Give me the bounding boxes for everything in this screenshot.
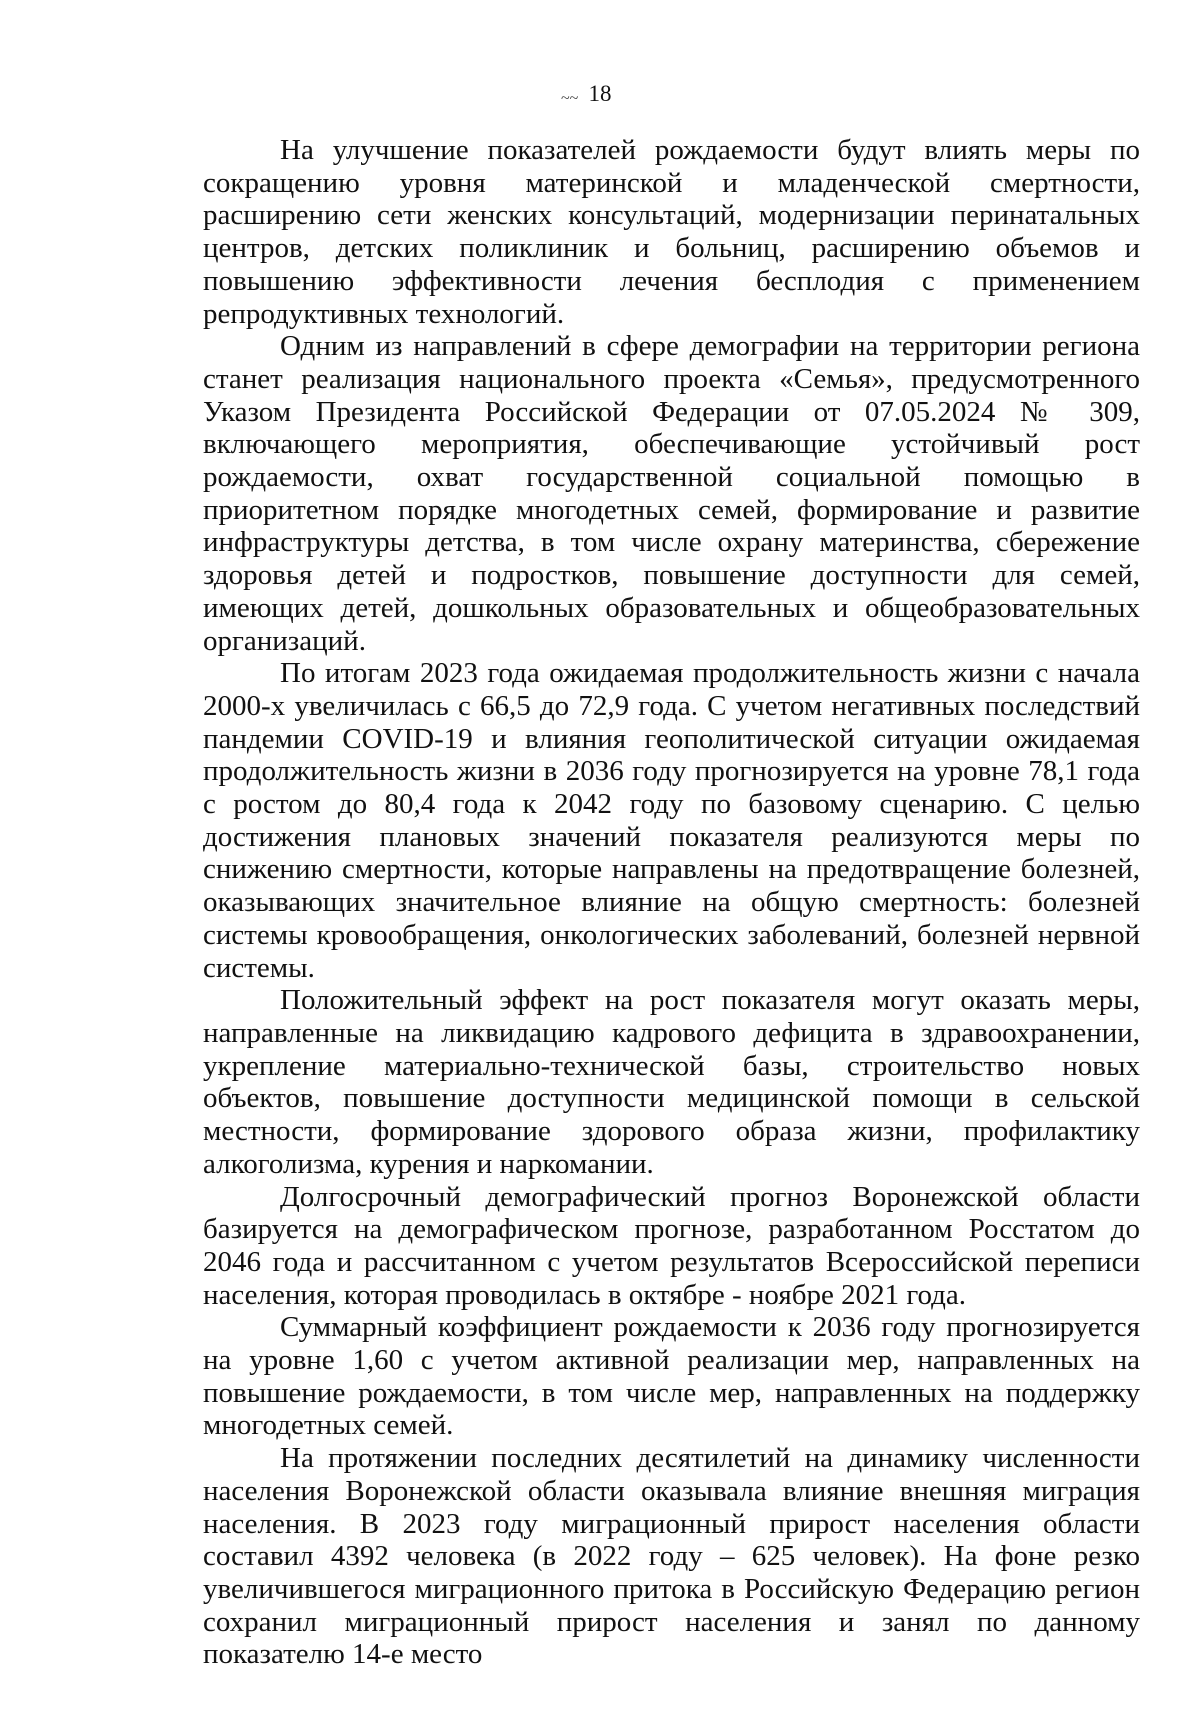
paragraph-demographic-forecast: Долгосрочный демографический прогноз Воронежской области базируется на демографическом прогнозе, разработанном Росстатом до 2046 года и рассчитанном с учетом результатов Всероссийской переписи населения, которая проводилась в октябре - ноябре 2021 года. (203, 1180, 1140, 1311)
paragraph-national-project-family: Одним из направлений в сфере демографии на территории региона станет реализация национального проекта «Семья», предусмотренного Указом Президента Российской Федерации от 07.05.2024 № 309, включающего мероприятия, обеспечивающие устойчивый рост рождаемости, охват государственной социальной помощью в приоритетном порядке многодетных семей, формирование и развитие инфраструктуры детства, в том числе охрану материнства, сбережение здоровья детей и подростков, повышение доступности для семей, имеющих детей, дошкольных образовательных и общеобразовательных организаций. (203, 330, 1140, 657)
document-body (203, 134, 1140, 1671)
paragraph-reproductive-measures: На улучшение показателей рождаемости будут влиять меры по сокращению уровня материнской и младенческой смертности, расширению сети женских консультаций, модернизации перинатальных центров, детских поликлиник и больниц, расширению объемов и повышению эффективности лечения бесплодия с применением репродуктивных технологий. (203, 134, 1140, 330)
paragraph-migration: На протяжении последних десятилетий на динамику численности населения Воронежской области оказывала влияние внешняя миграция населения. В 2023 году миграционный прирост населения области составил 4392 человека (в 2022 году – 625 человек). На фоне резко увеличившегося миграционного притока в Российскую Федерацию регион сохранил миграционный прирост населения и занял по данному показателю 14-е место (203, 1442, 1140, 1671)
page-number: 18 (588, 81, 612, 106)
scan-mark: ~~ (561, 90, 579, 107)
paragraph-healthcare-measures: Положительный эффект на рост показателя могут оказать меры, направленные на ликвидацию кадрового дефицита в здравоохранении, укрепление материально-технической базы, строительство новых объектов, повышение доступности медицинской помощи в сельской местности, формирование здорового образа жизни, профилактику алкоголизма, курения и наркомании. (203, 984, 1140, 1180)
paragraph-fertility-rate: Суммарный коэффициент рождаемости к 2036 году прогнозируется на уровне 1,60 с учетом активной реализации мер, направленных на повышение рождаемости, в том числе мер, направленных на поддержку многодетных семей. (203, 1311, 1140, 1442)
paragraph-life-expectancy: По итогам 2023 года ожидаемая продолжительность жизни с начала 2000-х увеличилась с 66,5 до 72,9 года. С учетом негативных последствий пандемии COVID-19 и влияния геополитической ситуации ожидаемая продолжительность жизни в 2036 году прогнозируется на уровне 78,1 года с ростом до 80,4 года к 2042 году по базовому сценарию. С целью достижения плановых значений показателя реализуются меры по снижению смертности, которые направлены на предотвращение болезней, оказывающих значительное влияние на общую смертность: болезней системы кровообращения, онкологических заболеваний, болезней нервной системы. (203, 657, 1140, 984)
